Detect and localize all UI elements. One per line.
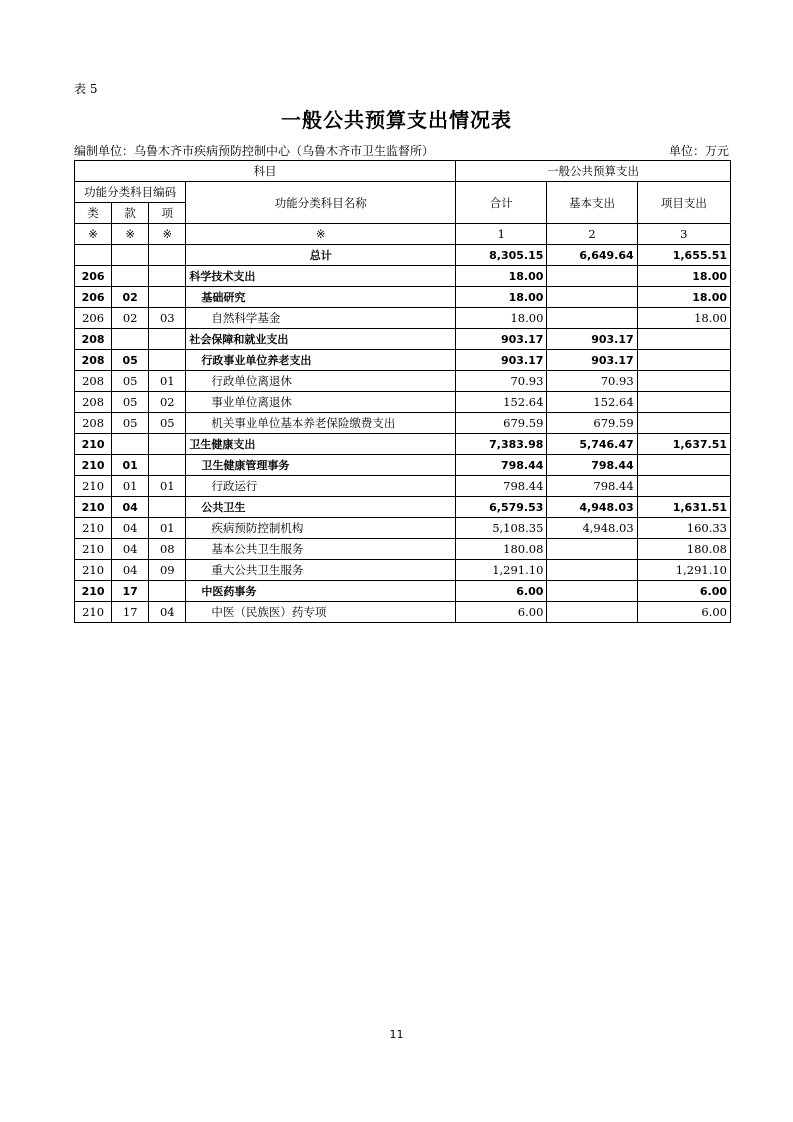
code-kuan: 04 bbox=[112, 560, 149, 581]
code-xiang: 01 bbox=[149, 371, 186, 392]
table-row bbox=[75, 266, 731, 287]
header-col-number: 2 bbox=[547, 224, 637, 245]
code-kuan: 04 bbox=[112, 497, 149, 518]
amount-basic bbox=[547, 560, 637, 581]
code-lei: 208 bbox=[75, 413, 112, 434]
code-lei: 210 bbox=[75, 602, 112, 623]
amount-unit: 单位：万元 bbox=[668, 144, 729, 158]
table-row bbox=[75, 455, 731, 476]
code-lei: 208 bbox=[75, 371, 112, 392]
code-xiang: 03 bbox=[149, 308, 186, 329]
header-general-budget: 一般公共预算支出 bbox=[456, 161, 731, 182]
amount-basic bbox=[547, 602, 637, 623]
code-xiang bbox=[149, 350, 186, 371]
table-row bbox=[75, 602, 731, 623]
header-col-number: 1 bbox=[456, 224, 547, 245]
table-row bbox=[75, 518, 731, 539]
table-row bbox=[75, 560, 731, 581]
amount-total: 679.59 bbox=[456, 413, 547, 434]
amount-basic: 4,948.03 bbox=[547, 518, 637, 539]
amount-project: 160.33 bbox=[637, 518, 730, 539]
compiling-unit: 编制单位：乌鲁木齐市疾病预防控制中心（乌鲁木齐市卫生监督所） bbox=[74, 144, 435, 158]
code-lei: 210 bbox=[75, 497, 112, 518]
code-kuan: 02 bbox=[112, 287, 149, 308]
header-mark: ※ bbox=[75, 224, 112, 245]
amount-basic: 903.17 bbox=[547, 350, 637, 371]
table-row bbox=[75, 434, 731, 455]
header-mark: ※ bbox=[149, 224, 186, 245]
total-row bbox=[75, 245, 731, 266]
amount-project: 6.00 bbox=[637, 581, 730, 602]
code-lei: 206 bbox=[75, 266, 112, 287]
item-name: 中医（民族医）药专项 bbox=[186, 602, 456, 623]
code-lei: 210 bbox=[75, 476, 112, 497]
amount-total: 70.93 bbox=[456, 371, 547, 392]
code-xiang bbox=[149, 497, 186, 518]
amount-total: 798.44 bbox=[456, 476, 547, 497]
amount-project bbox=[637, 392, 730, 413]
table-row bbox=[75, 329, 731, 350]
amount-basic bbox=[547, 539, 637, 560]
header-mark: ※ bbox=[186, 224, 456, 245]
table-row bbox=[75, 308, 731, 329]
item-name: 行政单位离退休 bbox=[186, 371, 456, 392]
amount-total: 6,579.53 bbox=[456, 497, 547, 518]
table-number: 表 5 bbox=[74, 82, 98, 96]
amount-total: 6.00 bbox=[456, 581, 547, 602]
code-lei: 210 bbox=[75, 581, 112, 602]
header-col-number: 3 bbox=[637, 224, 730, 245]
total-label: 总计 bbox=[186, 245, 456, 266]
code-xiang: 02 bbox=[149, 392, 186, 413]
amount-basic: 798.44 bbox=[547, 455, 637, 476]
code-xiang bbox=[149, 455, 186, 476]
amount-basic: 798.44 bbox=[547, 476, 637, 497]
code-kuan: 17 bbox=[112, 581, 149, 602]
item-name: 行政事业单位养老支出 bbox=[186, 350, 456, 371]
code-lei: 210 bbox=[75, 434, 112, 455]
total-project: 1,655.51 bbox=[637, 245, 730, 266]
code-kuan: 01 bbox=[112, 476, 149, 497]
header-mark: ※ bbox=[112, 224, 149, 245]
amount-project: 1,631.51 bbox=[637, 497, 730, 518]
code-lei: 206 bbox=[75, 287, 112, 308]
code-lei: 208 bbox=[75, 329, 112, 350]
code-kuan: 02 bbox=[112, 308, 149, 329]
amount-total: 180.08 bbox=[456, 539, 547, 560]
amount-basic: 152.64 bbox=[547, 392, 637, 413]
amount-total: 7,383.98 bbox=[456, 434, 547, 455]
code-lei: 208 bbox=[75, 392, 112, 413]
code-kuan: 04 bbox=[112, 518, 149, 539]
amount-project bbox=[637, 350, 730, 371]
item-name: 科学技术支出 bbox=[186, 266, 456, 287]
code-kuan: 05 bbox=[112, 350, 149, 371]
amount-basic bbox=[547, 581, 637, 602]
item-name: 疾病预防控制机构 bbox=[186, 518, 456, 539]
code-kuan bbox=[112, 266, 149, 287]
item-name: 公共卫生 bbox=[186, 497, 456, 518]
table-row bbox=[75, 287, 731, 308]
table-row bbox=[75, 392, 731, 413]
amount-total: 903.17 bbox=[456, 329, 547, 350]
item-name: 重大公共卫生服务 bbox=[186, 560, 456, 581]
item-name: 中医药事务 bbox=[186, 581, 456, 602]
item-name: 行政运行 bbox=[186, 476, 456, 497]
item-name: 卫生健康支出 bbox=[186, 434, 456, 455]
code-lei: 210 bbox=[75, 539, 112, 560]
code-xiang bbox=[149, 266, 186, 287]
code-kuan bbox=[112, 434, 149, 455]
amount-total: 6.00 bbox=[456, 602, 547, 623]
header-subject: 科目 bbox=[75, 161, 456, 182]
code-lei: 210 bbox=[75, 560, 112, 581]
amount-basic: 4,948.03 bbox=[547, 497, 637, 518]
code-xiang: 05 bbox=[149, 413, 186, 434]
code-lei: 210 bbox=[75, 455, 112, 476]
code-xiang: 09 bbox=[149, 560, 186, 581]
amount-total: 152.64 bbox=[456, 392, 547, 413]
code-xiang: 01 bbox=[149, 476, 186, 497]
code-lei: 208 bbox=[75, 350, 112, 371]
table-row bbox=[75, 539, 731, 560]
code-xiang bbox=[149, 581, 186, 602]
page-title: 一般公共预算支出情况表 bbox=[281, 108, 512, 132]
amount-project: 1,291.10 bbox=[637, 560, 730, 581]
header-name-col: 功能分类科目名称 bbox=[186, 182, 456, 224]
code-kuan: 17 bbox=[112, 602, 149, 623]
item-name: 机关事业单位基本养老保险缴费支出 bbox=[186, 413, 456, 434]
header-lei: 类 bbox=[75, 203, 112, 224]
amount-total: 18.00 bbox=[456, 287, 547, 308]
code-kuan: 01 bbox=[112, 455, 149, 476]
amount-project: 6.00 bbox=[637, 602, 730, 623]
amount-project bbox=[637, 476, 730, 497]
amount-total: 5,108.35 bbox=[456, 518, 547, 539]
amount-basic: 903.17 bbox=[547, 329, 637, 350]
header-code-group: 功能分类科目编码 bbox=[75, 182, 186, 203]
amount-total: 798.44 bbox=[456, 455, 547, 476]
item-name: 基本公共卫生服务 bbox=[186, 539, 456, 560]
item-name: 事业单位离退休 bbox=[186, 392, 456, 413]
total-amount: 8,305.15 bbox=[456, 245, 547, 266]
header-project-col: 项目支出 bbox=[637, 182, 730, 224]
header-basic-col: 基本支出 bbox=[547, 182, 637, 224]
amount-project bbox=[637, 455, 730, 476]
amount-basic: 70.93 bbox=[547, 371, 637, 392]
amount-basic: 679.59 bbox=[547, 413, 637, 434]
header-kuan: 款 bbox=[112, 203, 149, 224]
amount-basic bbox=[547, 308, 637, 329]
amount-project bbox=[637, 413, 730, 434]
item-name: 自然科学基金 bbox=[186, 308, 456, 329]
table-row bbox=[75, 371, 731, 392]
code-lei: 206 bbox=[75, 308, 112, 329]
table-row bbox=[75, 350, 731, 371]
budget-table bbox=[74, 160, 731, 623]
code-xiang bbox=[149, 329, 186, 350]
amount-total: 18.00 bbox=[456, 266, 547, 287]
amount-project: 18.00 bbox=[637, 308, 730, 329]
amount-total: 18.00 bbox=[456, 308, 547, 329]
code-kuan bbox=[112, 329, 149, 350]
table-row bbox=[75, 413, 731, 434]
amount-basic bbox=[547, 287, 637, 308]
code-xiang: 01 bbox=[149, 518, 186, 539]
amount-project bbox=[637, 329, 730, 350]
amount-project: 1,637.51 bbox=[637, 434, 730, 455]
table-row bbox=[75, 581, 731, 602]
code-kuan: 05 bbox=[112, 413, 149, 434]
table-row bbox=[75, 476, 731, 497]
amount-basic bbox=[547, 266, 637, 287]
code-xiang bbox=[149, 434, 186, 455]
item-name: 基础研究 bbox=[186, 287, 456, 308]
code-xiang: 04 bbox=[149, 602, 186, 623]
code-kuan: 05 bbox=[112, 392, 149, 413]
amount-project: 18.00 bbox=[637, 266, 730, 287]
item-name: 卫生健康管理事务 bbox=[186, 455, 456, 476]
code-kuan: 05 bbox=[112, 371, 149, 392]
code-kuan: 04 bbox=[112, 539, 149, 560]
header-xiang: 项 bbox=[149, 203, 186, 224]
item-name: 社会保障和就业支出 bbox=[186, 329, 456, 350]
amount-project: 180.08 bbox=[637, 539, 730, 560]
total-basic: 6,649.64 bbox=[547, 245, 637, 266]
code-xiang bbox=[149, 287, 186, 308]
code-lei: 210 bbox=[75, 518, 112, 539]
page-number: 11 bbox=[389, 1028, 404, 1041]
header-total-col: 合计 bbox=[456, 182, 547, 224]
amount-project: 18.00 bbox=[637, 287, 730, 308]
table-row bbox=[75, 497, 731, 518]
amount-basic: 5,746.47 bbox=[547, 434, 637, 455]
amount-project bbox=[637, 371, 730, 392]
amount-total: 1,291.10 bbox=[456, 560, 547, 581]
code-xiang: 08 bbox=[149, 539, 186, 560]
amount-total: 903.17 bbox=[456, 350, 547, 371]
